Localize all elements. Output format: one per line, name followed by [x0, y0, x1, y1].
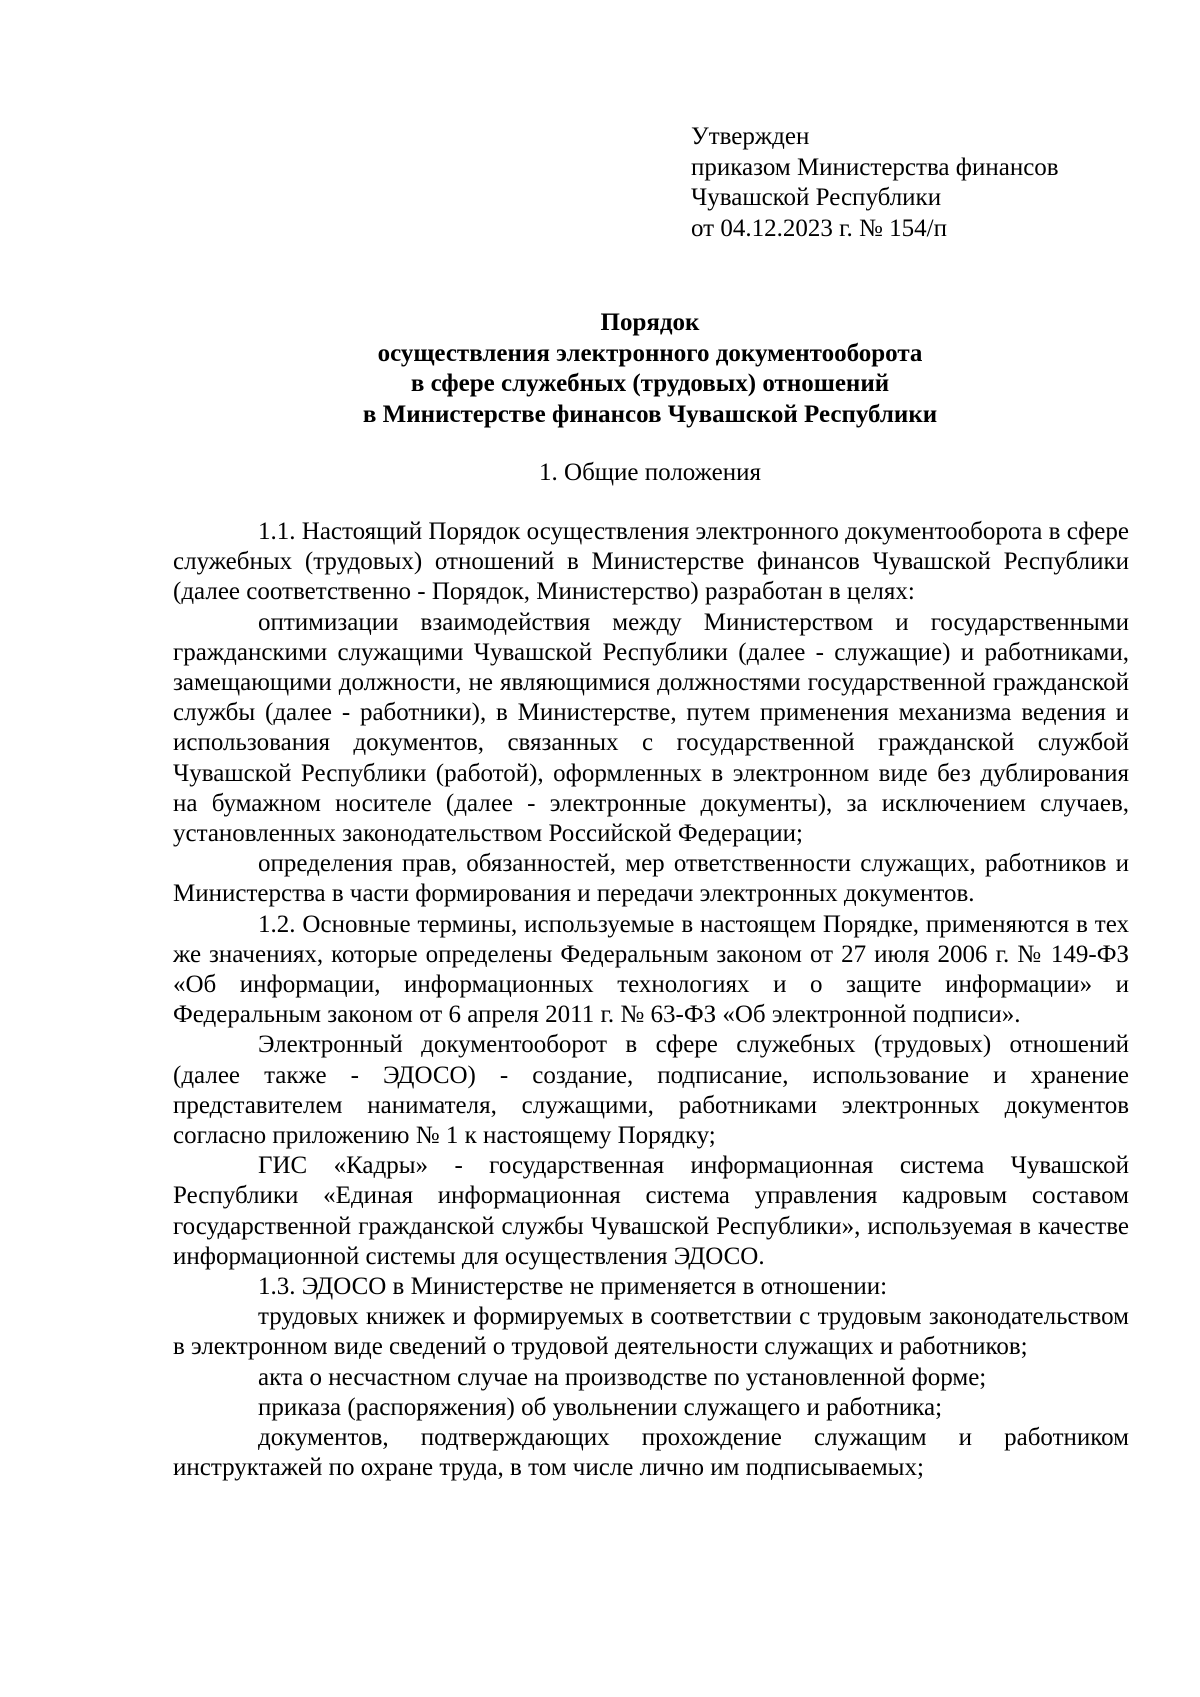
approval-line: Чувашской Республики: [691, 184, 942, 211]
document-body: [173, 517, 1129, 1484]
approval-line: приказом Министерства финансов: [691, 153, 1059, 181]
document-title: [170, 308, 1130, 430]
title-line: осуществления электронного документооборота: [377, 339, 923, 367]
paragraph: Электронный документооборот в сфере служебных (трудовых) отношений (далее также - ЭДОСО) - создание, подписание, использование и хранение представителем нанимателя, служащими, работниками электронных документов согласно приложению № 1 к настоящему Порядку;: [173, 1031, 1129, 1150]
paragraph: определения прав, обязанностей, мер ответственности служащих, работников и Министерства в части формирования и передачи электронных документов.: [173, 850, 1129, 908]
paragraph: 1.3. ЭДОСО в Министерстве не применяется в отношении:: [258, 1273, 888, 1301]
paragraph: акта о несчастном случае на производстве по установленной форме;: [258, 1363, 987, 1391]
title-line: в Министерстве финансов Чувашской Республики: [362, 400, 938, 428]
paragraph: 1.2. Основные термины, используемые в настоящем Порядке, применяются в тех же значениях, которые определены Федеральным законом от 27 июля 2006 г. № 149-ФЗ «Об информации, информационных технологиях и о защите информации» и Федеральным законом от 6 апреля 2011 г. № 63-ФЗ «Об электронной подписи».: [173, 910, 1129, 1029]
approval-date-line: от 04.12.2023 г. № 154/п: [691, 214, 947, 242]
section-heading: 1. Общие положения: [539, 459, 761, 486]
paragraph: документов, подтверждающих прохождение служащим и работником инструктажей по охране труда, в том числе лично им подписываемых;: [173, 1424, 1129, 1482]
paragraph: трудовых книжек и формируемых в соответствии с трудовым законодательством в электронном виде сведений о трудовой деятельности служащих и работников;: [173, 1303, 1129, 1361]
paragraph: 1.1. Настоящий Порядок осуществления электронного документооборота в сфере служебных (трудовых) отношений в Министерстве финансов Чувашской Республики (далее соответственно - Порядок, Министерство) разработан в целях:: [173, 518, 1129, 606]
approval-line: Утвержден: [691, 123, 810, 150]
title-line: в сфере служебных (трудовых) отношений: [410, 370, 890, 397]
approval-block: [691, 122, 1059, 244]
title-line: Порядок: [600, 309, 700, 336]
paragraph: ГИС «Кадры» - государственная информационная система Чувашской Республики «Единая информационная система управления кадровым составом государственной гражданской службы Чувашской Республики», используемая в качестве информационной системы для осуществления ЭДОСО.: [173, 1152, 1129, 1270]
paragraph: приказа (распоряжения) об увольнении служащего и работника;: [258, 1393, 943, 1421]
paragraph: оптимизации взаимодействия между Министерством и государственными гражданскими служащими Чувашской Республики (далее - служащие) и работниками, замещающими должности, не являющимися должностями государственной гражданской службы (далее - работники), в Министерстве, путем применения механизма ведения и использования документов, связанных с государственной гражданской службой Чувашской Республики (работой), оформленных в электронном виде без дублирования на бумажном носителе (далее - электронные документы), за исключением случаев, установленных законодательством Российской Федерации;: [173, 608, 1129, 848]
